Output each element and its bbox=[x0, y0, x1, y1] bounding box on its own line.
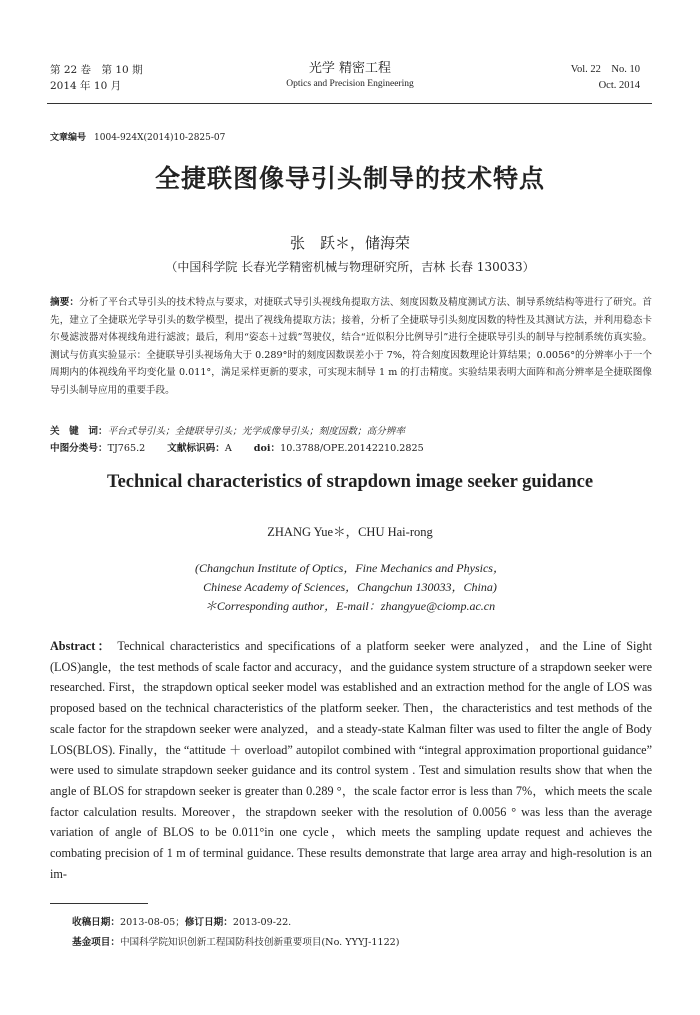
abstract-cn bbox=[50, 294, 652, 399]
keywords-cn-label: 关 键 词： bbox=[50, 426, 108, 437]
doc-code-label: 文献标识码： bbox=[167, 443, 225, 454]
title-en: Technical characteristics of strapdown image seeker guidance bbox=[106, 472, 594, 492]
affiliation-en bbox=[0, 559, 700, 616]
abstract-en-text: Technical characteristics and specifications of a platform seeker were analyzed，and the Line of Sight (LOS)angle，the test methods of scale factor and accuracy，and the guidance system structure of a strapdown seeker were researched. First，the strapdown optical seeker model was established and an extraction method for the angle of LOS was proposed based on the technical characteristics of the platform seeker. Then，the characteristics and test methods of the scale factor for the strapdown seeker were analyzed，and a steady-state Kalman filter was used to filter the angle of Body LOS(BLOS). Finally，the “attitude ＋ overload” autopilot combined with “integral approximation proportional guidance” were used to simulate strapdown seeker guidance and its control system . Test and simulation results show that when the angle of BLOS for strapdown seeker is greater than 0.289 °，the scale factor error is less than 7%，which meets the scale factor calculation results. Moreover，the strapdown seeker with the resolution of 0.0056 ° was less than the average variation of angle of BLOS to be 0.011°in one cycle，which meets the sampling update request and achieves the combating precision of 1 m of terminal guidance. These results demonstrate that large area array and high-resolution is an im- bbox=[50, 639, 653, 881]
affiliation-en-line1: (Changchun Institute of Optics，Fine Mechanics and Physics， bbox=[195, 561, 505, 575]
fund-value: 中国科学院知识创新工程国防科技创新重要项目(No. YYYJ-1122) bbox=[119, 937, 400, 948]
article-number-value: 1004-924X(2014)10-2825-07 bbox=[94, 133, 226, 143]
received-value: 2013-08-05； bbox=[119, 917, 185, 928]
footnote-dates bbox=[72, 914, 291, 928]
abstract-en-label: Abstract： bbox=[50, 639, 113, 653]
volume-issue-en: Vol. 22 No. 10 bbox=[570, 64, 640, 75]
header-divider bbox=[47, 103, 652, 104]
fund-label: 基金项目： bbox=[72, 937, 120, 948]
doc-code-value: A bbox=[224, 443, 232, 454]
corresponding-author: ＊Corresponding author，E-mail：zhangyue@ciomp.ac.cn bbox=[204, 599, 496, 613]
volume-issue-cn: 第 22 卷 第 10 期 bbox=[50, 64, 143, 76]
abstract-cn-text: 分析了平台式导引头的技术特点与要求，对捷联式导引头视线角提取方法、刻度因数及精度测试方法、制导系统结构等进行了研究。首先，建立了全捷联光学导引头的数学模型，提出了视线角提取方法；接着，分析了全捷联导引头刻度因数的特性及其测试方法，并利用稳态卡尔曼滤波器对体视线角进行滤波；最后，利用“姿态＋过载”驾驶仪，结合“近似积分比例导引”进行全捷联导引头的制导与控制系统仿真实验。测试与仿真实验显示：全捷联导引头视场角大于 0.289°时的刻度因数误差小于 7%，符合刻度因数理论计算结果；0.0056°的分辨率小于一个周期内的体视线角平均变化量 0.011°，满足采样更新的要求，可实现末制导 1 m 的打击精度。实验结果表明大面阵和高分辨率是全捷联图像导引头制导应用的重要手段。 bbox=[50, 297, 653, 396]
footnote-fund bbox=[72, 934, 400, 948]
article-number-label: 文章编号 bbox=[50, 133, 87, 143]
clc-value: TJ765.2 bbox=[107, 443, 146, 454]
keywords-cn-text: 平台式导引头；全捷联导引头；光学成像导引头；刻度因数；高分辨率 bbox=[107, 426, 405, 437]
keywords-cn bbox=[50, 424, 652, 440]
abstract-en bbox=[50, 636, 652, 884]
doi-value: 10.3788/OPE.20142210.2825 bbox=[280, 443, 424, 454]
abstract-cn-label: 摘要： bbox=[50, 297, 80, 308]
footnote-divider bbox=[50, 903, 148, 904]
journal-name-en: Optics and Precision Engineering bbox=[286, 79, 414, 89]
title-cn: 全捷联图像导引头制导的技术特点 bbox=[154, 164, 545, 193]
clc-label: 中图分类号： bbox=[50, 443, 108, 454]
header-volume-en bbox=[571, 62, 640, 94]
revised-value: 2013-09-22. bbox=[232, 917, 292, 928]
date-cn: 2014 年 10 月 bbox=[50, 80, 122, 92]
revised-label: 修订日期： bbox=[184, 917, 233, 928]
journal-name-cn: 光学 精密工程 bbox=[308, 61, 392, 76]
article-number bbox=[50, 130, 225, 143]
doi-label: doi： bbox=[253, 443, 281, 454]
affiliation-en-line2: Chinese Academy of Sciences，Changchun 130033，China) bbox=[203, 580, 497, 594]
affiliation-cn: （中国科学院 长春光学精密机械与物理研究所，吉林 长春 130033） bbox=[165, 260, 535, 274]
classification-line bbox=[50, 441, 652, 457]
authors-cn: 张 跃＊，储海荣 bbox=[289, 234, 410, 252]
date-en: Oct. 2014 bbox=[598, 80, 640, 91]
authors-en: ZHANG Yue＊，CHU Hai-rong bbox=[267, 525, 433, 539]
received-label: 收稿日期： bbox=[72, 917, 120, 928]
